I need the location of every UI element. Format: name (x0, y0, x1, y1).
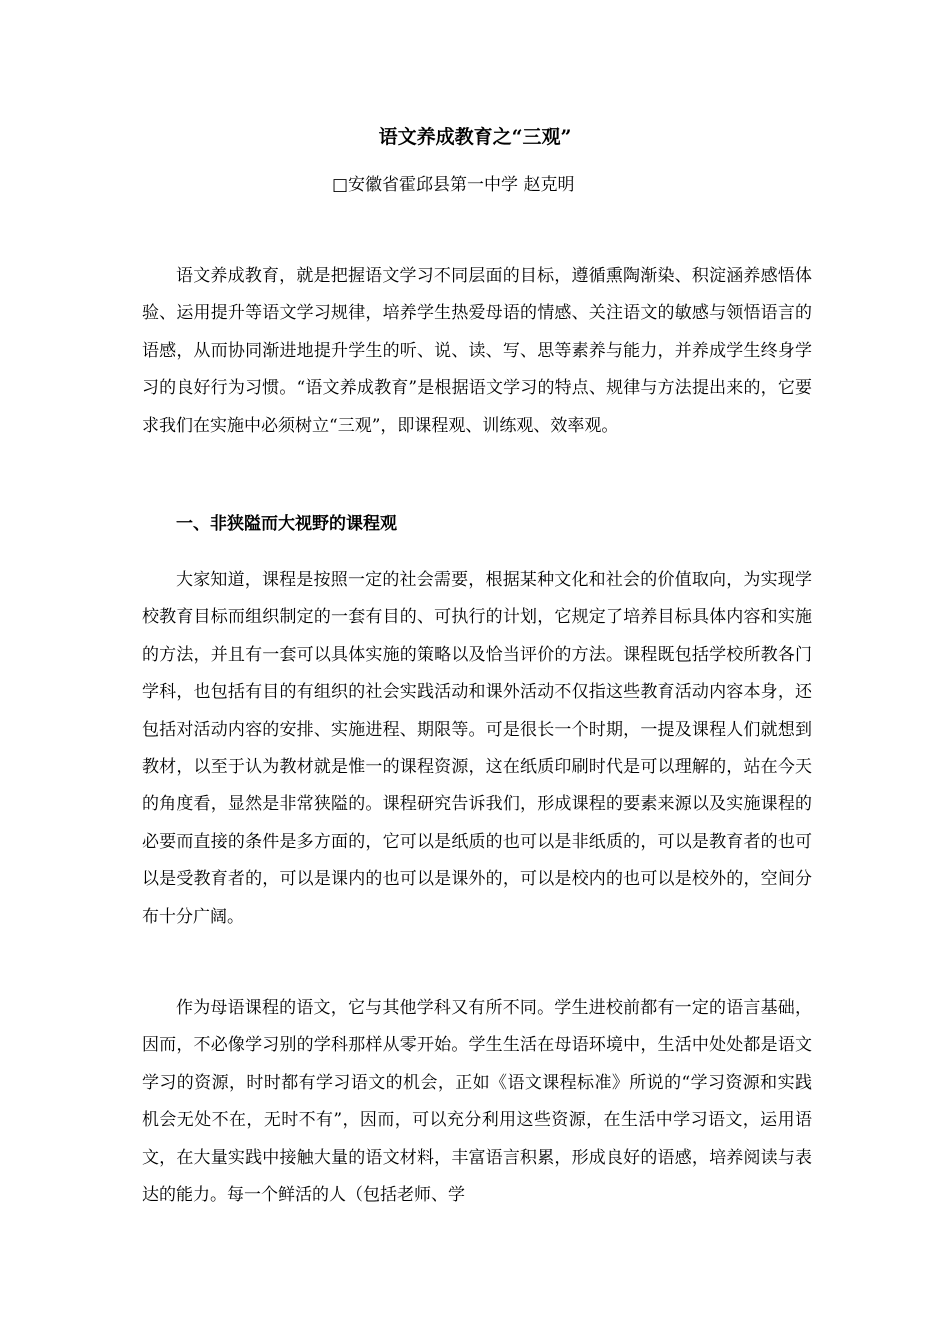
intro-paragraph: 语文养成教育，就是把握语文学习不同层面的目标，遵循熏陶渐染、积淀涵养感悟体验、运用提升等语文学习规律，培养学生热爱母语的情感、关注语文的敏感与领悟语言的语感，从而协同渐进地提升学生的听、说、读、写、思等素养与能力，并养成学生终身学习的良好行为习惯。“语文养成教育”是根据语文学习的特点、规律与方法提出来的，它要求我们在实施中必须树立“三观”，即课程观、训练观、效率观。 (142, 266, 812, 436)
body-paragraph: 大家知道，课程是按照一定的社会需要，根据某种文化和社会的价值取向，为实现学校教育目标而组织制定的一套有目的、可执行的计划，它规定了培养目标具体内容和实施的方法，并且有一套可以具体实施的策略以及恰当评价的方法。课程既包括学校所教各门学科，也包括有目的有组织的社会实践活动和课外活动不仅指这些教育活动内容本身，还包括对活动内容的安排、实施进程、期限等。可是很长一个时期，一提及课程人们就想到教材，以至于认为教材就是惟一的课程资源，这在纸质印刷时代是可以理解的，站在今天的角度看，显然是非常狭隘的。课程研究告诉我们，形成课程的要素来源以及实施课程的必要而直接的条件是多方面的，它可以是纸质的也可以是非纸质的，可以是教育者的也可以是受教育者的，可以是课内的也可以是课外的，可以是校内的也可以是校外的，空间分布十分广阔。 (142, 570, 812, 927)
section-heading: 一、非狭隘而大视野的课程观 (176, 514, 397, 534)
body-paragraph: 作为母语课程的语文，它与其他学科又有所不同。学生进校前都有一定的语言基础，因而，不必像学习别的学科那样从零开始。学生生活在母语环境中，生活中处处都是语文学习的资源，时时都有学习语文的机会，正如《语文课程标准》所说的“学习资源和实践机会无处不在，无时不有”，因而，可以充分利用这些资源，在生活中学习语文，运用语文，在大量实践中接触大量的语文材料，丰富语言积累，形成良好的语感，培养阅读与表达的能力。每一个鲜活的人（包括老师、学 (142, 998, 812, 1206)
author-line: □安徽省霍邱县第一中学 赵克明 (332, 175, 575, 195)
article-title: 语文养成教育之“三观” (378, 126, 572, 148)
